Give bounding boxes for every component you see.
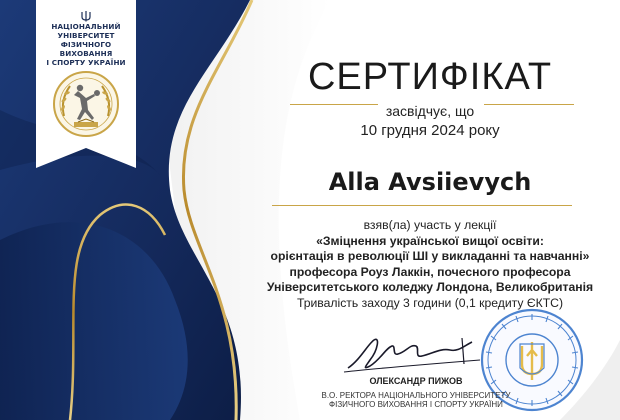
university-name-line: ФІЗИЧНОГО (60, 40, 112, 49)
divider (272, 205, 572, 206)
lecture-title-line: «Зміцнення української вищої освіти: (316, 233, 544, 248)
duration-text: Тривалість заходу 3 години (0,1 кредиту ЄКТС) (296, 295, 564, 310)
signatory-position (296, 391, 536, 409)
university-name-line: УНІВЕРСИТЕТ (57, 31, 115, 40)
lecture-title-line: орієнтація в революції ШІ у викладанні та навчанні» (270, 249, 590, 264)
university-name-line: НАЦІОНАЛЬНИЙ (51, 22, 121, 31)
lecture-title-line: Університетського коледжу Лондона, Великобританія (266, 280, 594, 295)
trident-icon (80, 10, 92, 22)
signature-icon (340, 330, 490, 376)
signatory-position-line: В.О. РЕКТОРА НАЦІОНАЛЬНОГО УНІВЕРСИТЕТУ (321, 391, 511, 400)
confirm-text: засвідчує, що (385, 103, 475, 119)
certificate-date: 10 грудня 2024 року (360, 122, 500, 139)
recipient-name: Alla Avsiievych (328, 168, 532, 196)
lecture-title-line: професора Роуз Лаккін, почесного професора (289, 264, 571, 279)
lecture-description (250, 218, 610, 312)
university-name-line: І СПОРТУ УКРАЇНИ (46, 58, 126, 67)
university-name-line: ВИХОВАННЯ (59, 49, 113, 58)
certificate-title: СЕРТИФІКАТ (307, 56, 553, 98)
university-name (36, 22, 136, 67)
signatory-position-line: ФІЗИЧНОГО ВИХОВАННЯ І СПОРТУ УКРАЇНИ (329, 400, 503, 409)
signatory-name: ОЛЕКСАНДР ПИЖОВ (369, 376, 463, 386)
participation-text: взяв(ла) участь у лекції (363, 218, 497, 232)
discus-thrower-emblem-icon (50, 68, 122, 140)
